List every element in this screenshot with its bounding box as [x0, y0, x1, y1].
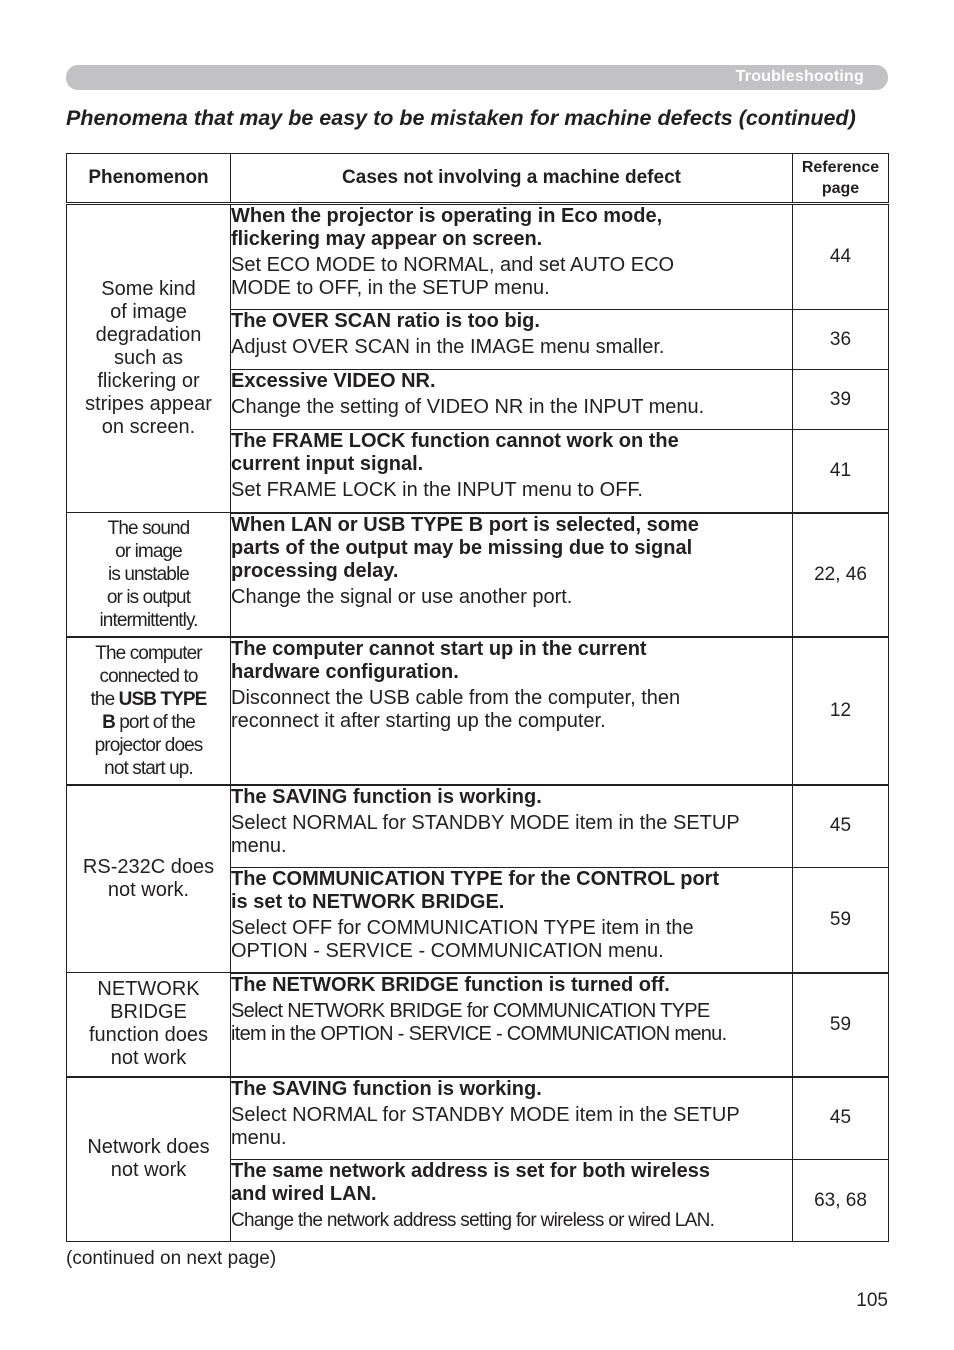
- case-cell: [231, 637, 793, 785]
- case-title: Excessive VIDEO NR.: [231, 370, 436, 392]
- case-title: The COMMUNICATION TYPE for the CONTROL port is set to NETWORK BRIDGE.: [231, 868, 720, 913]
- case-title: The FRAME LOCK function cannot work on the current input signal.: [231, 430, 679, 475]
- case-title: The computer cannot start up in the current hardware configuration.: [231, 637, 647, 683]
- table-header-row: [67, 154, 889, 204]
- continued-note: (continued on next page): [66, 1248, 277, 1269]
- case-cell: [231, 430, 793, 513]
- phenomenon-cell: RS-232C does not work.: [67, 785, 231, 973]
- reference-page-cell: 45: [793, 1077, 889, 1160]
- case-body: Disconnect the USB cable from the computer, then reconnect it after starting up the computer.: [231, 686, 681, 732]
- case-body: Select NETWORK BRIDGE for COMMUNICATION TYPE item in the OPTION - SERVICE - COMMUNICATION menu.: [231, 999, 727, 1045]
- table-row: [67, 785, 889, 868]
- case-title: When the projector is operating in Eco mode, flickering may appear on screen.: [231, 205, 663, 250]
- reference-page-cell: 44: [793, 204, 889, 310]
- ref-header-line1: Reference: [801, 159, 880, 176]
- case-title: The SAVING function is working.: [231, 1077, 542, 1100]
- case-body: Set ECO MODE to NORMAL, and set AUTO ECO MODE to OFF, in the SETUP menu.: [231, 254, 675, 299]
- phenomenon-cell: NETWORK BRIDGE function does not work: [67, 973, 231, 1077]
- reference-page-cell: 36: [793, 310, 889, 370]
- reference-page-cell: 22, 46: [793, 513, 889, 637]
- table-row: [67, 637, 889, 785]
- case-body: Change the setting of VIDEO NR in the INPUT menu.: [231, 396, 705, 418]
- reference-page-cell: 63, 68: [793, 1160, 889, 1242]
- case-cell: [231, 310, 793, 370]
- case-cell: [231, 204, 793, 310]
- phenomenon-cell: Some kind of image degradation such as flickering or stripes appear on screen.: [67, 204, 231, 513]
- reference-page-cell: 12: [793, 637, 889, 785]
- reference-page-cell: 59: [793, 973, 889, 1077]
- phenomenon-cell: The computer connected to the USB TYPE B port of the projector does not start up.: [67, 637, 231, 785]
- table-row: [67, 1077, 889, 1160]
- case-body: Select OFF for COMMUNICATION TYPE item in the OPTION - SERVICE - COMMUNICATION menu.: [231, 917, 694, 962]
- case-body: Set FRAME LOCK in the INPUT menu to OFF.: [231, 479, 643, 501]
- table-row: [67, 204, 889, 310]
- section-label: Troubleshooting: [735, 68, 864, 85]
- case-cell: [231, 370, 793, 430]
- column-header-reference-page: [793, 154, 889, 204]
- section-header-bar: [66, 65, 888, 90]
- case-cell: [231, 1077, 793, 1160]
- column-header-cases: Cases not involving a machine defect: [231, 154, 793, 204]
- case-cell: [231, 513, 793, 637]
- case-cell: [231, 785, 793, 868]
- table-row: [67, 513, 889, 637]
- reference-page-cell: 39: [793, 370, 889, 430]
- page-number: 105: [856, 1290, 888, 1311]
- case-body: Change the network address setting for wireless or wired LAN.: [231, 1210, 715, 1231]
- phenomenon-cell: The sound or image is unstable or is output intermittently.: [67, 513, 231, 637]
- page-heading: Phenomena that may be easy to be mistaken for machine defects (continued): [66, 106, 856, 130]
- case-cell: [231, 973, 793, 1077]
- case-body: Select NORMAL for STANDBY MODE item in the SETUP menu.: [231, 1103, 740, 1149]
- case-title: When LAN or USB TYPE B port is selected, some parts of the output may be missing due to signal processing delay.: [231, 513, 699, 582]
- table-row: [67, 973, 889, 1077]
- phenomenon-cell: Network does not work: [67, 1077, 231, 1242]
- column-header-phenomenon: Phenomenon: [67, 154, 231, 204]
- case-cell: [231, 868, 793, 973]
- ref-header-line2: page: [821, 180, 860, 197]
- case-body: Adjust OVER SCAN in the IMAGE menu smaller.: [231, 336, 665, 358]
- reference-page-cell: 45: [793, 785, 889, 868]
- case-title: The SAVING function is working.: [231, 785, 542, 808]
- reference-page-cell: 41: [793, 430, 889, 513]
- troubleshooting-table: [66, 153, 889, 1242]
- case-body: Change the signal or use another port.: [231, 585, 573, 608]
- case-title: The NETWORK BRIDGE function is turned off.: [231, 973, 670, 996]
- reference-page-cell: 59: [793, 868, 889, 973]
- case-title: The OVER SCAN ratio is too big.: [231, 310, 540, 332]
- case-cell: [231, 1160, 793, 1242]
- case-body: Select NORMAL for STANDBY MODE item in the SETUP menu.: [231, 811, 740, 857]
- case-title: The same network address is set for both wireless and wired LAN.: [231, 1160, 711, 1205]
